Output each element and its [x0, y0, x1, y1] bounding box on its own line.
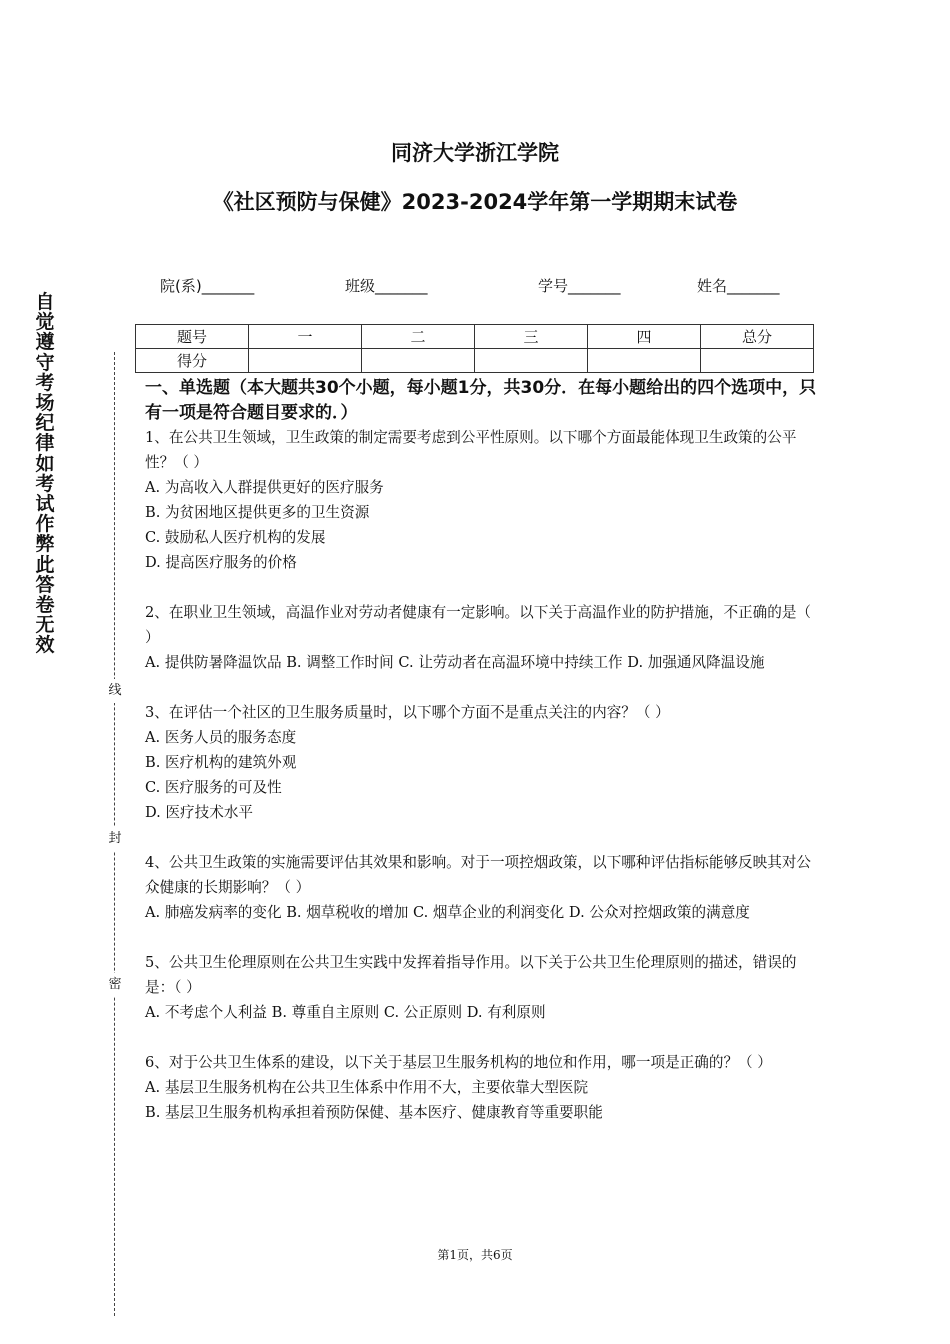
section-heading: 一、单选题（本大题共30个小题，每小题1分，共30分．在每小题给出的四个选项中，只有一项是符合题目要求的．） [145, 378, 817, 423]
table-cell [249, 349, 362, 373]
table-cell [701, 349, 814, 373]
score-table-header-row [136, 325, 814, 349]
exam-discipline-warning: 自觉遵守考场纪律如考试作弊此答卷无效 [35, 291, 55, 657]
name-field: 姓名_______ [697, 277, 780, 295]
student-id-field: 学号_______ [538, 277, 621, 295]
binding-label-seal: 封 [106, 827, 124, 851]
table-cell: 一 [249, 325, 362, 349]
exam-title: 《社区预防与保健》2023-2024学年第一学期期末试卷 [212, 190, 738, 214]
table-cell: 三 [475, 325, 588, 349]
question-stem: 2、在职业卫生领域，高温作业对劳动者健康有一定影响。以下关于高温作业的防护措施，不正确的是（ ） [145, 604, 812, 646]
question-stem: 6、对于公共卫生体系的建设，以下关于基层卫生服务机构的地位和作用，哪一项是正确的？（ ） [145, 1054, 772, 1071]
score-table [135, 324, 814, 373]
table-cell: 得分 [136, 349, 249, 373]
option: B. 为贫困地区提供更多的卫生资源 [145, 504, 370, 521]
dept-field: 院(系)_______ [160, 277, 255, 295]
binding-label-secret: 密 [106, 973, 124, 997]
question-stem: 3、在评估一个社区的卫生服务质量时，以下哪个方面不是重点关注的内容？（ ） [145, 704, 670, 721]
table-cell [362, 349, 475, 373]
option: D. 医疗技术水平 [145, 804, 254, 821]
option: B. 医疗机构的建筑外观 [145, 754, 297, 771]
options-inline: A. 肺癌发病率的变化 B. 烟草税收的增加 C. 烟草企业的利润变化 D. 公众对控烟政策的满意度 [145, 904, 750, 921]
binding-label-line: 线 [106, 679, 124, 703]
table-cell: 题号 [136, 325, 249, 349]
question-3 [145, 700, 820, 825]
table-cell: 四 [588, 325, 701, 349]
option: B. 基层卫生服务机构承担着预防保健、基本医疗、健康教育等重要职能 [145, 1104, 603, 1121]
table-cell [588, 349, 701, 373]
question-list [145, 425, 820, 1150]
option: C. 鼓励私人医疗机构的发展 [145, 529, 326, 546]
question-stem: 4、公共卫生政策的实施需要评估其效果和影响。对于一项控烟政策，以下哪种评估指标能够反映其对公众健康的长期影响？（ ） [145, 854, 812, 896]
question-2 [145, 600, 820, 675]
option: D. 提高医疗服务的价格 [145, 554, 297, 571]
table-cell [475, 349, 588, 373]
question-4 [145, 850, 820, 925]
option: A. 基层卫生服务机构在公共卫生体系中作用不大，主要依靠大型医院 [145, 1079, 589, 1096]
options-inline: A. 不考虑个人利益 B. 尊重自主原则 C. 公正原则 D. 有利原则 [145, 1004, 546, 1021]
option: A. 为高收入人群提供更好的医疗服务 [145, 479, 384, 496]
school-title: 同济大学浙江学院 [391, 141, 559, 165]
option: C. 医疗服务的可及性 [145, 779, 282, 796]
table-cell: 总分 [701, 325, 814, 349]
table-cell: 二 [362, 325, 475, 349]
question-5 [145, 950, 820, 1025]
class-field: 班级_______ [345, 277, 428, 295]
score-table-score-row [136, 349, 814, 373]
question-1 [145, 425, 820, 575]
option: A. 医务人员的服务态度 [145, 729, 297, 746]
page-number: 第1页，共6页 [437, 1248, 513, 1262]
question-6 [145, 1050, 820, 1125]
question-stem: 1、在公共卫生领域，卫生政策的制定需要考虑到公平性原则。以下哪个方面最能体现卫生政策的公平性？（ ） [145, 429, 797, 471]
options-inline: A. 提供防暑降温饮品 B. 调整工作时间 C. 让劳动者在高温环境中持续工作 D. 加强通风降温设施 [145, 654, 765, 671]
question-stem: 5、公共卫生伦理原则在公共卫生实践中发挥着指导作用。以下关于公共卫生伦理原则的描述，错误的是：（ ） [145, 954, 797, 996]
